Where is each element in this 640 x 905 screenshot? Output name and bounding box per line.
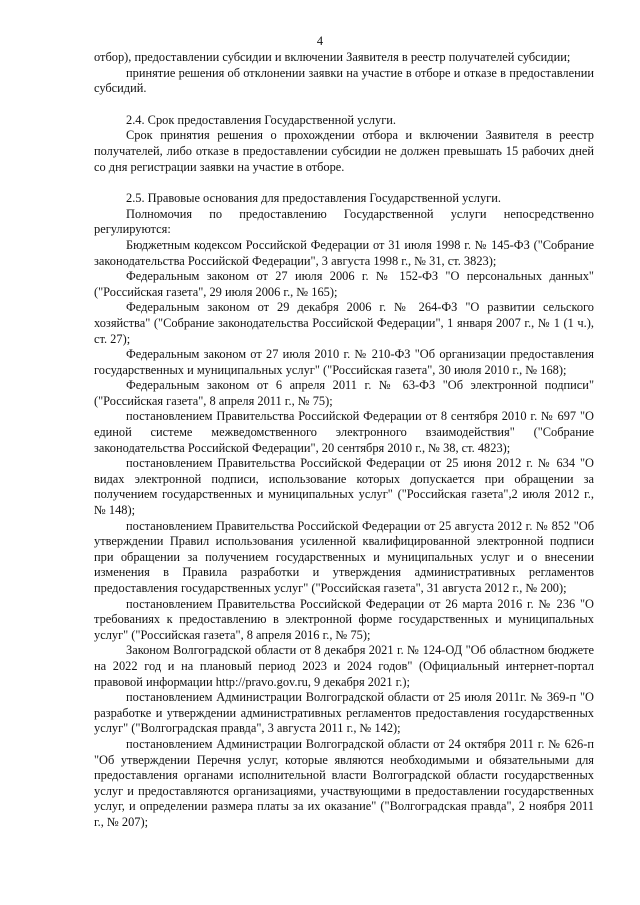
paragraph: принятие решения об отклонении заявки на участие в отборе и отказе в предоставлении субсидий. (94, 65, 594, 96)
paragraph: Федеральным законом от 27 июля 2010 г. № 210-ФЗ "Об организации предоставления государственных и муниципальных услуг" ("Российская газета", 30 июля 2010 г., № 168); (94, 347, 594, 377)
paragraph: Бюджетным кодексом Российской Федерации от 31 июля 1998 г. № 145-ФЗ ("Собрание законодательства Российской Федерации", 3 августа 1998 г., № 31, ст. 3823); (94, 237, 594, 268)
document-body (94, 50, 594, 831)
paragraph: постановлением Правительства Российской Федерации от 25 августа 2012 г. № 852 "Об утверждении Правил использования усиленной квалифицированной электронной подписи при обращении за получением государственных и муниципальных услуг и о внесении изменения в Правила разработки и утверждения административных регламентов предоставления государственных услуг" ("Российская газета", 31 августа 2012 г., № 200); (94, 518, 594, 595)
paragraph: Законом Волгоградской области от 8 декабря 2021 г. № 124-ОД "Об областном бюджете на 2022 год и на плановый период 2023 и 2024 годов" (Официальный интернет-портал правовой информации http://pravo.gov.ru, 9 декабря 2021 г.); (94, 643, 594, 689)
paragraph: Федеральным законом от 29 декабря 2006 г. № 264-ФЗ "О развитии сельского хозяйства" ("Собрание законодательства Российской Федерации", 1 января 2007 г., № 1 (1 ч.), ст. 27); (94, 300, 594, 346)
paragraph: постановлением Правительства Российской Федерации от 26 марта 2016 г. № 236 "О требованиях к предоставлению в электронной форме государственных и муниципальных услуг" ("Российская газета", 8 апреля 2016 г., № 75); (94, 596, 594, 642)
section-title: 2.5. Правовые основания для предоставления Государственной услуги. (126, 191, 501, 206)
paragraph: Полномочия по предоставлению Государственной услуги непосредственно регулируются: (94, 206, 594, 237)
paragraph: постановлением Правительства Российской Федерации от 8 сентября 2010 г. № 697 "О единой системе межведомственного электронного взаимодействия" ("Собрание законодательства Российской Федерации", 20 сентября 2010 г., № 38, ст. 4823); (94, 409, 594, 455)
paragraph: постановлением Правительства Российской Федерации от 25 июня 2012 г. № 634 "О видах электронной подписи, использование которых допускается при обращении за получением государственных и муниципальных услуг" ("Российская газета",2 июля 2012 г., № 148); (94, 456, 594, 518)
paragraph: Срок принятия решения о прохождении отбора и включении Заявителя в реестр получателей, либо отказе в предоставлении субсидии не должен превышать 15 рабочих дней со дня регистрации заявки на участие в отборе. (94, 128, 594, 174)
paragraph: постановлением Администрации Волгоградской области от 24 октября 2011 г. № 626-п "Об утверждении Перечня услуг, которые являются необходимыми и обязательными для предоставления органами исполнительной власти Волгоградской области государственных услуг и предоставляются организациями, участвующими в предоставлении государственных услуг, и определении размера платы за их оказание" ("Волгоградская правда", 2 ноября 2011 г., № 207); (94, 736, 594, 829)
paragraph: отбор), предоставлении субсидии и включении Заявителя в реестр получателей субсидии; (94, 50, 571, 64)
paragraph: Федеральным законом от 6 апреля 2011 г. № 63-ФЗ "Об электронной подписи" ("Российская газета", 8 апреля 2011 г., № 75); (94, 378, 594, 408)
section-title: 2.4. Срок предоставления Государственной услуги. (126, 112, 397, 127)
page-number: 4 (316, 34, 324, 48)
paragraph: Федеральным законом от 27 июля 2006 г. № 152-ФЗ "О персональных данных" ("Российская газета", 29 июля 2006 г., № 165); (94, 269, 594, 299)
paragraph: постановлением Администрации Волгоградской области от 25 июля 2011г. № 369-п "О разработке и утверждении административных регламентов предоставления государственных услуг" ("Волгоградская правда", 3 августа 2011 г., № 142); (94, 690, 594, 736)
